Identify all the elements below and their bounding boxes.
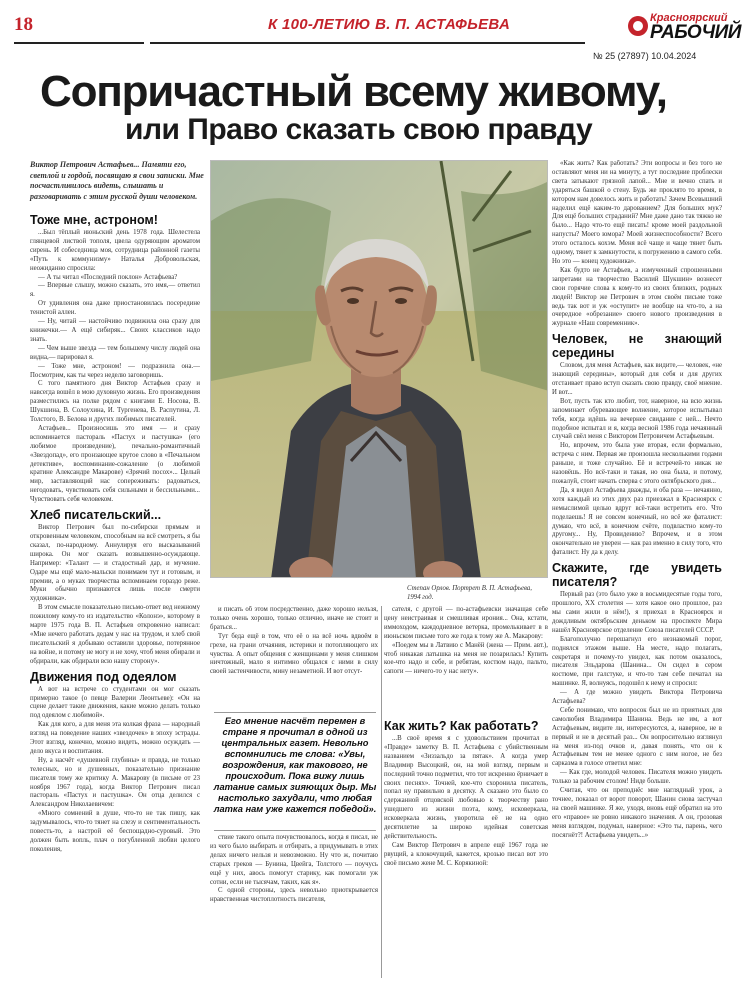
- paragraph: Вот, пусть так кто любит, тот, наверное, на всю жизнь запоминает обуревающее волнение, которое испытывал тебя, когда идёшь на вечернее свидание с ней... Нечто подобное испытал и я, когда весной 1986 года нечаянный случай свёл меня с Виктором Петровичем Астафьевым.: [552, 397, 722, 441]
- lead-paragraph: Виктор Петрович Астафьев... Памяти его, светлой и гордой, посвящаю я свои записки. Мне посчастливилось видеть, слышать и разговаривать с этим русской души человеком.: [30, 160, 204, 201]
- paragraph: Первый раз (это было уже в восьмидесятые годы того, прошлого, ХХ столетия — хотя какое оно прошлое, раз мы сами жили в нём!), я приехал в Красноярск и дождливым октябрьским деньком на проспекте Мира нашёл Красноярское отделение Союза писателей СССР.: [552, 591, 722, 634]
- paragraph: Благополучно перешагнул его незнакомый порог, поднялся этажом выше. На месте, надо полагать, секретаря и почему-то увидел, как потом оказалось, писателя Эльдарова (Шанина... Он сидел в сером костюме, при галстуке, и что-то там себе печатал на машинке. Я, волнуясь, подошёл к нему и спросил:: [552, 635, 722, 688]
- paragraph: и писать об этом посредственно, даже хорошо нельзя, только очень хорошо, только отлично, иначе не стоит и браться...: [210, 606, 378, 631]
- paragraph: «Много сомнений в душе, что-то не так пишу, как задумывалось, что-то тянет на слезу и сентиментальность повесть-то, а настрой её беспощадно-суровый. Это должен быть вопль, плач о погубленной любви целого поколения,: [30, 810, 200, 853]
- subheading: Скажите, где увидеть писателя?: [552, 561, 722, 590]
- paragraph: — А где можно увидеть Виктора Петровича Астафьева?: [552, 689, 722, 706]
- paragraph: Сам Виктор Петрович в апреле ещё 1967 года не рвущий, а клокочущий, кажется, крозью писал вот это своё письмо жене М. С. Корякиной:: [384, 841, 548, 867]
- subheading: Тоже мне, астроном!: [30, 213, 158, 227]
- paragraph: — Как где, молодой человек. Писателя можно увидеть только за рабочим столом! Ниде больше.: [552, 769, 722, 786]
- paragraph: Себе понимаю, что вопросок был не из приятных для самолюбия Владимира Шанина. Ведь не им, а вот Астафьевым, видите ли, интересуются, а, наверное, не в первый и не в десятый раз... Он вопросительно взглянул на меня из-под очков и, давая понять, что он к Астафьевым тем не менее одного с ним ногое, не без сарказма в голосе ответил мне:: [552, 706, 722, 768]
- logo-main-text: РАБОЧИЙ: [650, 22, 741, 43]
- quote-rule-top: [214, 712, 376, 713]
- paragraph: «Поедем мы в Латвию с Манёй (жена — Прим. авт.), чтоб никакая латышка на меня не позарилась! Купить кое-что надо и себе, и ребятам, костюм надо, пальто, сапоги — ничего-то у нас нету».: [384, 641, 548, 676]
- paragraph: — Тоже мне, астроном! — подразнила она.— Посмотрим, как ты через неделю заговоришь.: [30, 362, 200, 379]
- column-divider: [381, 606, 382, 978]
- header-rule: [150, 42, 585, 44]
- section-rubric: К 100-ЛЕТИЮ В. П. АСТАФЬЕВА: [268, 16, 511, 33]
- portrait-image: [211, 161, 548, 578]
- paragraph: ствие такого опыта почувствовалось, когда я писал, не из чего было выбирать и отбирать, а придумывать в этих делах ничего нельзя и невозможно. Ну что ж, почитаю старых греков — Бунина, Цвейга, Толстого — поучусь ещё у них, авось помогут старику, как помогали уж сотни, если не тысячам, таких, как я».: [210, 834, 378, 886]
- article-column-4: [552, 160, 722, 978]
- paragraph: — Ну, читай — настойчиво подвижила она сразу для книжечки.— А ещё сибиряк... Своих классиков надо знать.: [30, 318, 200, 343]
- newspaper-logo: [628, 12, 741, 50]
- header-rule-left: [14, 42, 144, 44]
- paragraph: ...Был тёплый июньский день 1978 года. Шелестела глянцевой листвой тополя, цвела одуряющим ароматом сирень. И собеседница моя, сотрудница районной газеты «Путь к коммунизму» Наталья Добровольская, неожиданно спросила:: [30, 229, 200, 272]
- headline-line-1: Сопричастный всему живому,: [40, 67, 667, 116]
- paragraph: Ну, а насчёт «душевной глубины» и правда, не только телесных, но и душевных, показательно признание писателя тому же критику А. Макарову (в письме от 23 ноября 1967 года), когда Виктор Петрович писал пастораль «Пастух и пастушка». Он отца делился с Александром Николаевичем:: [30, 756, 200, 809]
- pull-quote: Его мнение насчёт перемен в стране я прочитал в одной из центральных газет. Невольно вспомнились те слова: «Увы, возрождения, как такового, не происходит. Пока вижу лишь латание самых зияющих дыр. Мы настолько захудали, что любая латка нам уже кажется победой».: [213, 716, 377, 814]
- paragraph: Считая, что он преподнёс мне наглядный урок, а точнее, показал от ворот поворот, Шанин снова застучал на своей машинке. Я же, уходя, вновь ещё обратил на это его «правое» не ровно никакого значения. А он, грозовая меня взглядом, подумал, наверное: «Это ты, парень, чего посягнёт?! Астафьева увидеть...»: [552, 787, 722, 839]
- paragraph: Словом, для меня Астафьев, как видите,— человек, «не знающий середины», который для себя и для других отстаивает право вступ сказать свою правду, своё мнение. И вот...: [552, 362, 722, 396]
- subheading: Человек, не знающий середины: [552, 332, 722, 361]
- headline-line-2: или Право сказать свою правду: [125, 113, 593, 146]
- paragraph: Да, я видел Астафьева дважды, и оба раза — нечаянно, хотя каждый из этих двух раз приезжал в Красноярск с немыслимой целью вдруг всё-таки встретить его. Что поделаешь! Я не совсем конечный, но всё же фаталист: думаю, что всё, в конечном счёте, подвластно кому-то другому... Ну, Провидению? Впрочем, и в этом окончательно не уверен — как раз именно в силу того, что фаталист. Ну да к делу.: [552, 486, 722, 557]
- paragraph: сателя, с другой — по-астафьевски значащая себе цену неистраивая и смешливая ирония... Она, кстати, иммоходом, каждодневное ветерка, промелькивает в в июньском письме того же года к тому же А. Макарову:: [384, 606, 548, 640]
- article-column-3-bottom: [384, 716, 548, 978]
- paragraph: ...В своё время я с удовольствием прочитал в «Правде» заметку В. П. Астафьева с убийственным названием «Зиззальдо за пятак». А когда умер Владимир Высоцкий, он, на мой взгляд, первым и последний точно подметил, что тот искренно ёрничает в своих песнях». Точней, кое-что схоронила писатель, попал ну правильно в десятку. А сказано это было со сдержанной отцовской любовью к творчеству рано ушедшего из жизни поэта, кому, исковеркала, исковеркала жизнь, уворотила её не на одно десятилетие за широко идейная советская действительность.: [384, 735, 548, 840]
- paragraph: — А ты читал «Последний поклон» Астафьева?: [38, 273, 178, 281]
- painting-caption: Степан Орлов. Портрет В. П. Астафьева, 1994 год.: [407, 585, 532, 601]
- paragraph: А вот на встрече со студентами он мог сказать примерно такое (о певце Валерии Леонтьеве): «Он на сцене делает такие движения, какие можно делать только под одеялом с любимой».: [30, 685, 200, 720]
- article-column-2-bottom: [210, 834, 378, 978]
- logo-top-text: Красноярский: [650, 12, 728, 24]
- paragraph: Тут беда ещё в том, что её о на всё ночь вдвоём в грехе, на грани отчаяния, истерики и потопляющего их чувства. А опыт общения с женщинами у меня слишком ничтожный, мало я интимно общался с ними в силу своей застенчивости, мину незаметной. И вот отсут-: [210, 632, 378, 676]
- page-number: 18: [14, 14, 33, 35]
- paragraph: Виктор Петрович был по-сибирски прямым и откровенным человеком, способным на всё смотреть, я бы сказал, по-народному. Аннулируя его высказываний широка. Он мог сказать возвышенно-осуждающе. Например: «Талант — и стадостный дар, и мучение. Одаре мы ещё мало-мальски понимаем тут и готовым, и премии, а о муках творчества вспоминаем гораздо реже. Муки обычно признаются лишь после смерти художника».: [30, 524, 200, 603]
- paragraph: От удивления она даже приостановилась посередине тенистой аллеи.: [30, 300, 200, 317]
- paragraph: — Впервые слышу, можно сказать, это имя,— ответил я.: [30, 282, 200, 299]
- article-column-2-top: [210, 606, 378, 706]
- article-column-3-top: [384, 606, 548, 706]
- paragraph: Но, впрочем, это была уже вторая, если формально, встреча с ним. Первая же произошла несколькими годами раньше, и тоже случайно. Её и встречей-то никак не назовёшь. Но всё-таки и такая, но она была, и потому, пожалуй, стоит начать сперва с этого октябрьского дня...: [552, 442, 722, 485]
- portrait-painting: [210, 160, 548, 578]
- paragraph: Как для кого, а для меня эта колкая фраза — народный взгляд на поведение наших «звездочек» в эпоху эстрады. Этот взгляд, конечно, можно видеть, можно осуждать — дело вкуса и воспитания.: [30, 721, 200, 755]
- paragraph: «Как жить? Как работать? Эти вопросы и без того не оставляют меня ни на минуту, а тут последние проблески света затыкают грязной лапой... Мне и вечно спать и ударяться башкой о стену. Будь же проклято то время, в котором нам довелось жить и работать! Зачем Всевышний наделил ещё каким-то дарованием? Для больших мук? Для ещё больших страданий? Мне даже дано так тяжко не было... Надо что-то ещё писать! кроме моей раздольной напусты? Моего юмора? Моей жизнеспособности? Всего этого осталось кохэм. Меня всё чаще и чаще тянет быть одному, тянет к замкнутости, к погружению в самого себя. Но это — конец художника».: [552, 160, 722, 265]
- issue-info: № 25 (27897) 10.04.2024: [593, 51, 697, 61]
- paragraph: С того памятного дня Виктор Астафьев сразу и навсегда вошёл в мою духовную жизнь. Его произведения разместились на полке рядом с книгами Е. Носова, В. Шукшина, В. Солоухина, И. Тургенева, В. Распутина, Л. Толстого, В. Белова и других любимых писателей.: [30, 380, 200, 424]
- paragraph: С одной стороны, здесь невольно приоткрывается нравственная чистоплотность писателя,: [210, 887, 378, 904]
- quote-rule-bottom: [214, 830, 376, 831]
- paragraph: Астафьев... Произносишь это имя — и сразу вспоминается пастораль «Пастух и пастушка» (его любимое произведение), печально-романтичный «Звездопад», его пронзающее крутое слово в «Печальном детективе», воспоминание-сожаление (о любимой кратине Александре Макарове) «Зрячий посох»... Целый мир, заставляющий нас сопереживать: радоваться, негодовать, чувствовать себя сильными и бессильными... Чувствовать себя человеком.: [30, 424, 200, 504]
- subheading: Движения под одеялом: [30, 669, 177, 684]
- subheading: Как жить? Как работать?: [384, 719, 539, 733]
- paragraph: Как будто не Астафьев, а измученный спрошенными запретами на творчество Василий Шукшин» вознесет свои горячие слова к кому-то из своих близких, родных людей! Виктор же Петрович в этом своём письме тоже ведь так вот и уж «оступит» не вообще на что-то, а на очередное «обрезание» своего нового произведения в журнале «Наш современник».: [552, 266, 722, 328]
- paragraph: — Чем выше звезда — тем большему числу людей она видна,— парировал я.: [30, 344, 200, 361]
- emblem-icon: [628, 16, 648, 36]
- article-column-1: [30, 210, 200, 978]
- paragraph: В этом смысле показательно письмо-ответ вед нежному пожилому кому-то из издательство «Колонэ», которому в марте 1975 года В. П. Астафьев откровенно написал: «Мне нечего работать дедам у нас на трудом, и хлеб свой писательский я добываю оставили здоровье, потерянное на войне, и потому не могу и не хочу, чтоб меня обирали и обдирали, как обдирали всю нашу сторону».: [30, 604, 200, 665]
- subheading: Хлеб писательский...: [30, 508, 162, 523]
